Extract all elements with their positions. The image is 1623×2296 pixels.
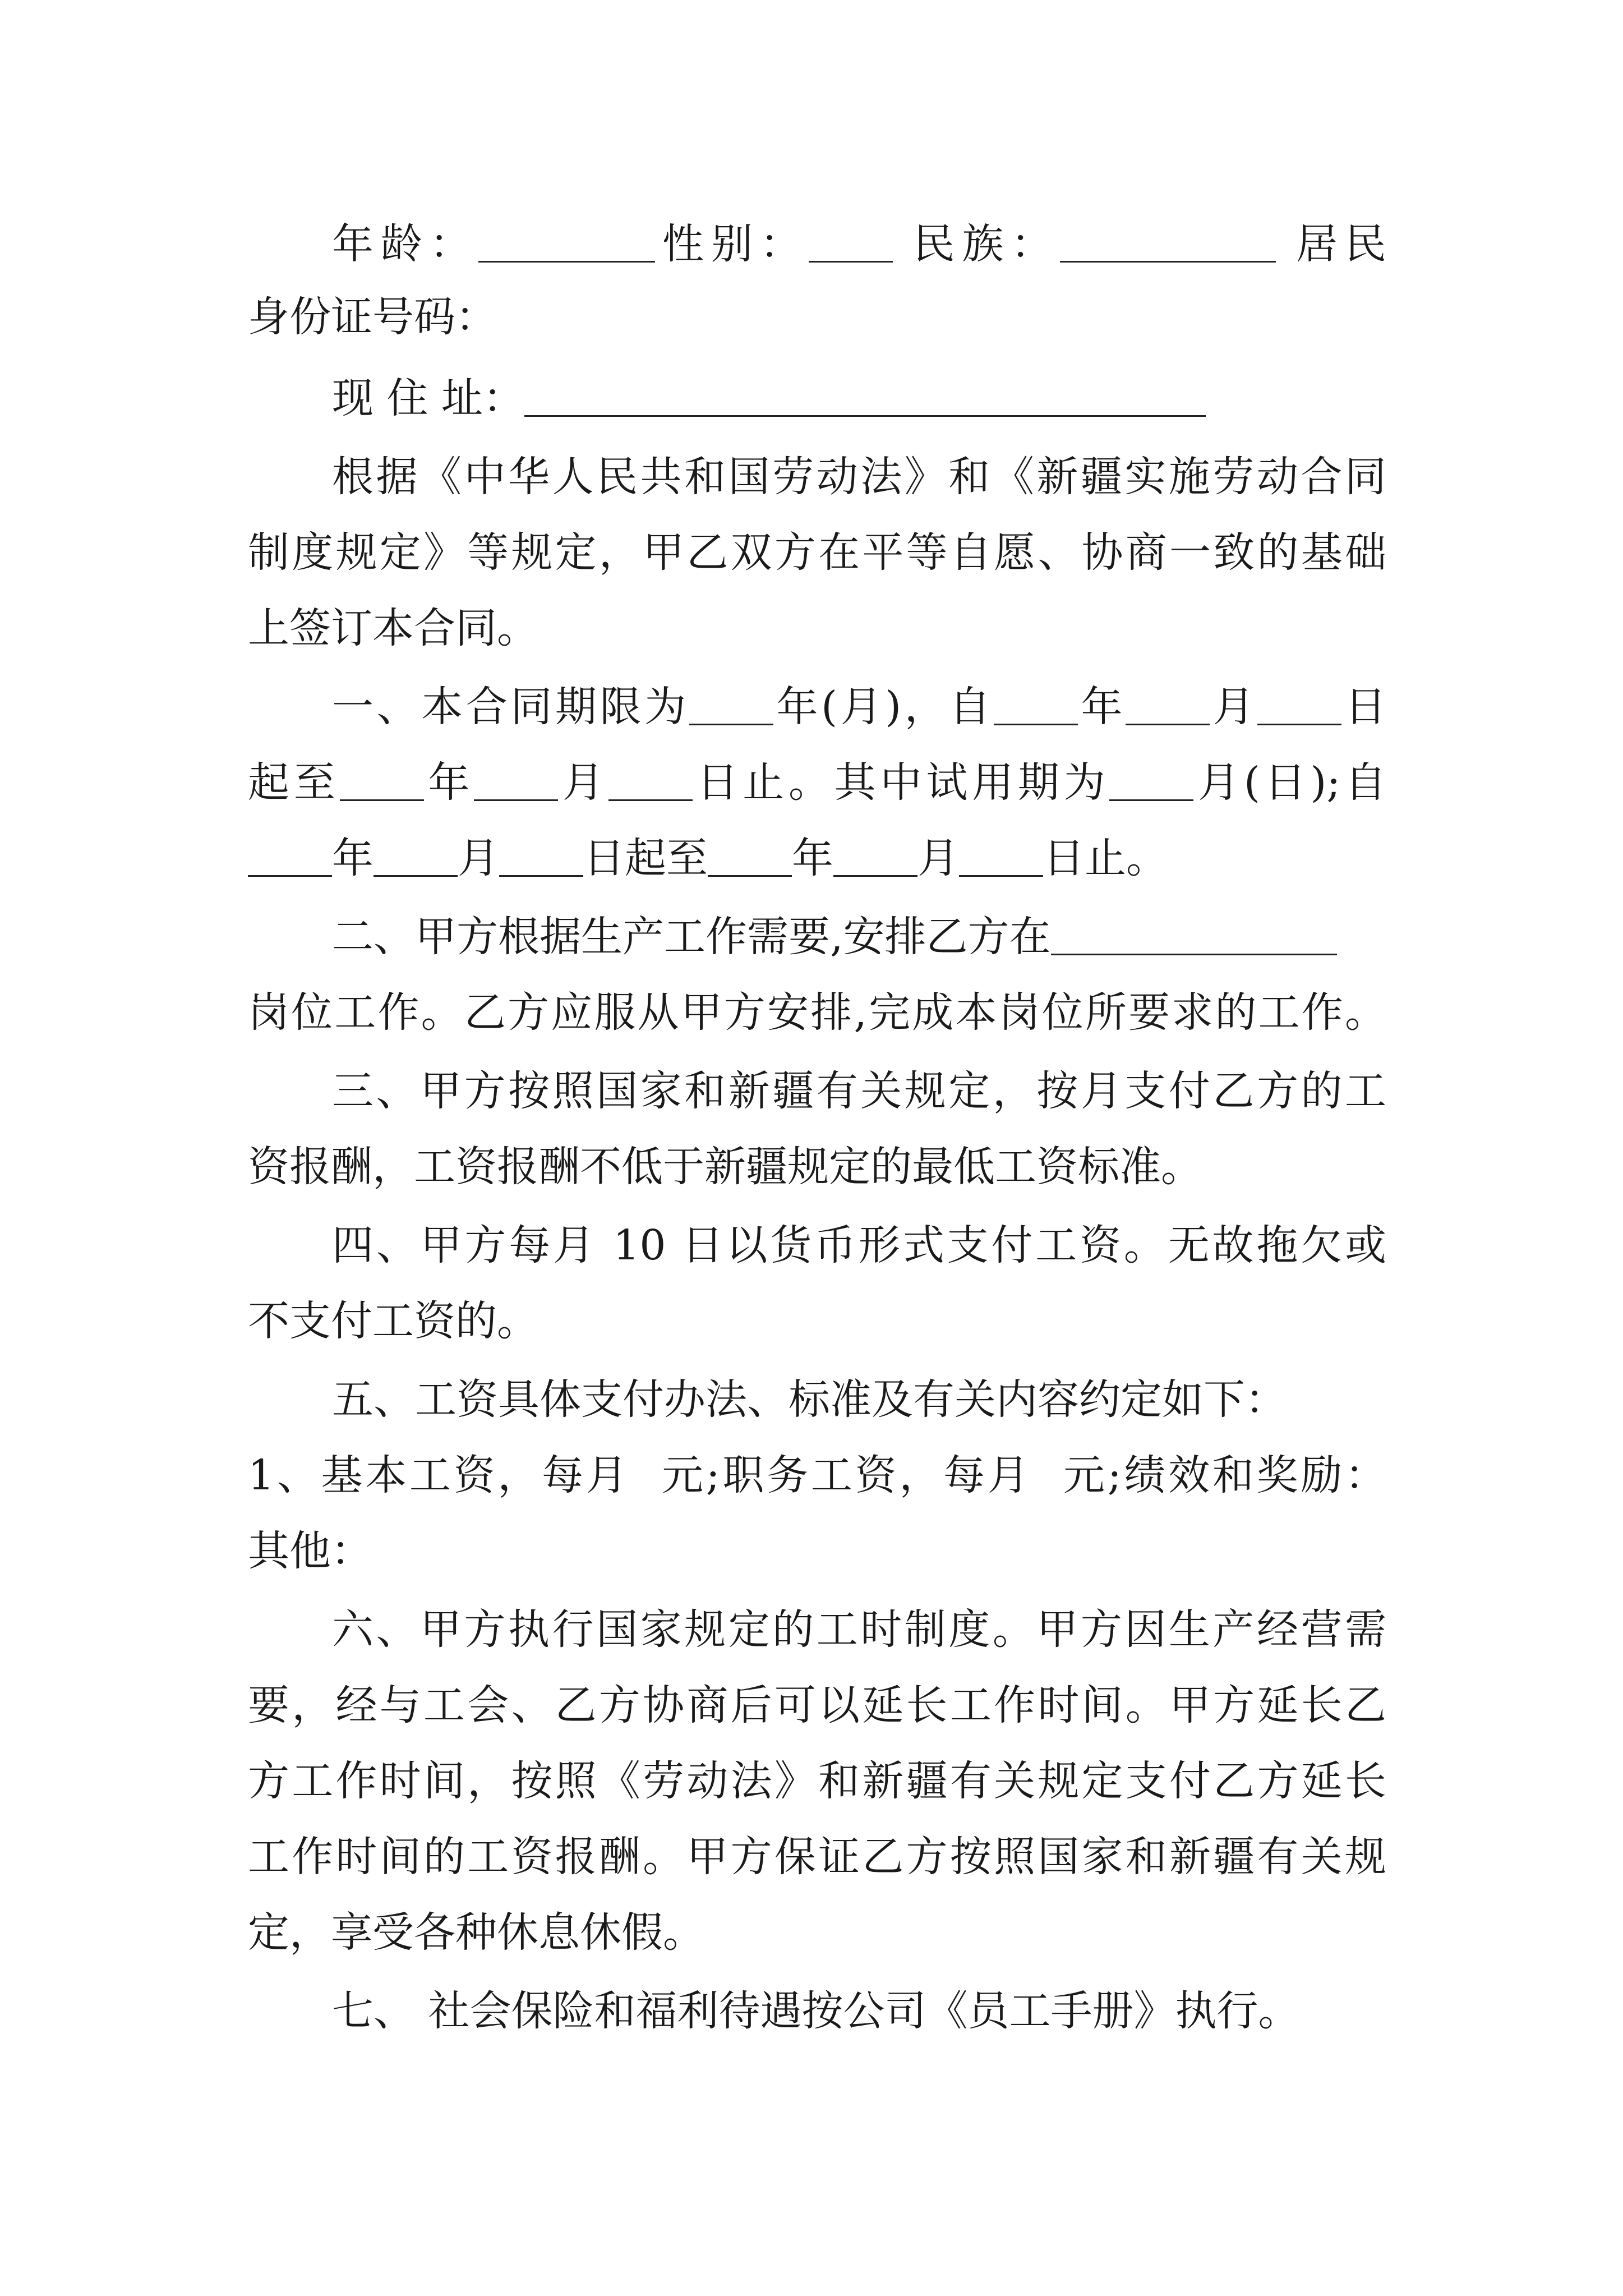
probation-blank bbox=[1109, 760, 1193, 801]
age-line bbox=[332, 213, 1386, 275]
ethnicity-blank bbox=[1060, 222, 1276, 263]
article-7-line-1: 七、 社会保险和福利待遇按公司《员工手册》执行。 bbox=[332, 1987, 1300, 2035]
end-year-blank bbox=[340, 760, 424, 801]
probation-end-month-blank bbox=[833, 836, 917, 877]
article-1-text: 月 bbox=[917, 834, 959, 882]
article-1-text: 年(月)，自 bbox=[773, 683, 994, 731]
position-blank bbox=[1051, 914, 1337, 955]
article-1-text: 年 bbox=[332, 834, 374, 882]
article-1-text: 月 bbox=[558, 758, 608, 807]
address-line bbox=[332, 367, 1386, 429]
article-1-text: 一、本合同期限为 bbox=[332, 683, 689, 731]
article-1-line-3 bbox=[248, 827, 1386, 889]
probation-end-year-blank bbox=[708, 836, 792, 877]
article-1-text: 日起至 bbox=[583, 834, 708, 882]
article-6-line-3: 方工作时间，按照《劳动法》和新疆有关规定支付乙方延长 bbox=[248, 1757, 1386, 1805]
article-5-line-2: 1、基本工资，每月 元;职务工资，每月 元;绩效和奖励： bbox=[248, 1451, 1386, 1499]
article-1-text: 月 bbox=[1210, 683, 1258, 731]
article-1-text: 年 bbox=[1077, 683, 1126, 731]
article-4-line-2: 不支付工资的。 bbox=[248, 1297, 538, 1345]
basis-line-2: 制度规定》等规定，甲乙双方在平等自愿、协商一致的基础 bbox=[248, 528, 1386, 577]
article-6-line-5: 定，享受各种休息休假。 bbox=[248, 1908, 704, 1957]
article-2-line-1 bbox=[332, 906, 1386, 968]
article-3-line-1: 三、甲方按照国家和新疆有关规定，按月支付乙方的工 bbox=[332, 1067, 1386, 1115]
age-blank bbox=[478, 222, 655, 263]
article-6-line-1: 六、甲方执行国家规定的工时制度。甲方因生产经营需 bbox=[332, 1605, 1386, 1654]
article-5-line-3: 其他： bbox=[248, 1527, 372, 1575]
gender-blank bbox=[809, 222, 893, 263]
article-2-text: 二、甲方根据生产工作需要,安排乙方在 bbox=[332, 913, 1051, 961]
article-4-line-1: 四、甲方每月 10 日以货币形式支付工资。无故拖欠或 bbox=[332, 1221, 1386, 1269]
article-2-line-2: 岗位工作。乙方应服从甲方安排,完成本岗位所要求的工作。 bbox=[248, 988, 1386, 1037]
article-1-text: 日 bbox=[1341, 683, 1386, 731]
article-1-text: 月(日);自 bbox=[1193, 758, 1386, 807]
gender-label: 性别： bbox=[655, 220, 809, 268]
probation-start-year-blank bbox=[248, 836, 332, 877]
address-label: 现 住 址： bbox=[332, 374, 525, 422]
article-6-line-4: 工作时间的工资报酬。甲方保证乙方按照国家和新疆有关规 bbox=[248, 1833, 1386, 1881]
article-1-line-2 bbox=[248, 752, 1386, 813]
resident-label: 居民 bbox=[1275, 220, 1386, 268]
article-5-line-1: 五、工资具体支付办法、标准及有关内容约定如下： bbox=[332, 1375, 1287, 1424]
start-year-blank bbox=[994, 684, 1078, 725]
start-day-blank bbox=[1257, 684, 1341, 725]
address-blank bbox=[524, 376, 1206, 417]
id-number-line bbox=[248, 286, 1386, 348]
start-month-blank bbox=[1126, 684, 1210, 725]
article-1-text: 月 bbox=[458, 834, 499, 882]
probation-end-day-blank bbox=[959, 836, 1043, 877]
probation-start-month-blank bbox=[374, 836, 458, 877]
probation-start-day-blank bbox=[499, 836, 583, 877]
id-number-label: 身份证号码： bbox=[248, 293, 497, 341]
article-6-line-2: 要，经与工会、乙方协商后可以延长工作时间。甲方延长乙 bbox=[248, 1681, 1386, 1729]
basis-line-3: 上签订本合同。 bbox=[248, 604, 538, 652]
article-1-text: 起至 bbox=[248, 758, 340, 807]
end-day-blank bbox=[608, 760, 693, 801]
basis-line-1: 根据《中华人民共和国劳动法》和《新疆实施劳动合同 bbox=[332, 453, 1386, 501]
article-1-text: 年 bbox=[423, 758, 474, 807]
age-label: 年龄： bbox=[332, 220, 478, 268]
article-1-line-1 bbox=[332, 676, 1386, 738]
article-1-text: 日止。其中试用期为 bbox=[692, 758, 1110, 807]
article-3-line-2: 资报酬，工资报酬不低于新疆规定的最低工资标准。 bbox=[248, 1143, 1202, 1191]
article-1-text: 日止。 bbox=[1043, 834, 1168, 882]
article-1-text: 年 bbox=[792, 834, 833, 882]
term-blank bbox=[689, 684, 773, 725]
ethnicity-label: 民族： bbox=[892, 220, 1060, 268]
end-month-blank bbox=[474, 760, 558, 801]
